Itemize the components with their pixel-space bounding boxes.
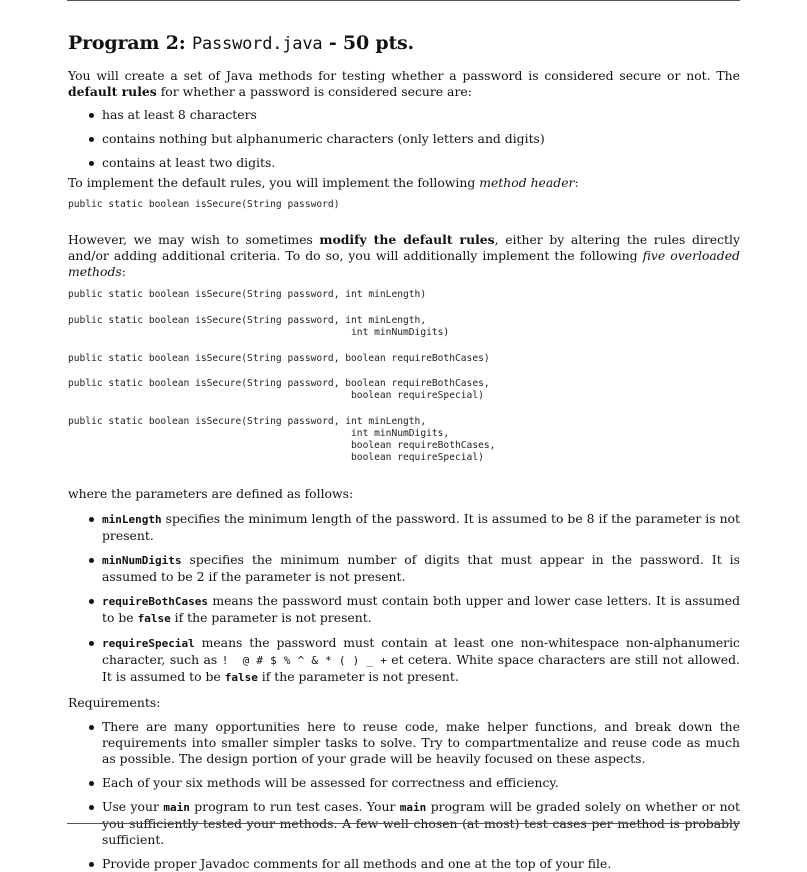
intro-paragraph: You will create a set of Java methods for testing whether a password is considered secure or not. The default rules for whether a password is considered secure are: (68, 68, 740, 99)
list-item: minNumDigits specifies the minimum number of digits that must appear in the password. It is assumed to be 2 if the parameter is not present. (68, 552, 740, 585)
code-overload-3: public static boolean isSecure(String password, boolean requireBothCases) (68, 353, 490, 364)
list-item: contains nothing but alphanumeric characters (only letters and digits) (68, 131, 740, 147)
list-item: Use your main program to run test cases. Your main program will be graded solely on whether or not you sufficiently tested your methods. A few well chosen (at most) test cases per method is probably sufficient. (68, 799, 740, 848)
code-overload-5: public static boolean isSecure(String password, int minLength, int minNumDigits, boolean requireBothCases, boolean requireSpecial) (68, 416, 496, 463)
list-item: Each of your six methods will be assessed for correctness and efficiency. (68, 775, 740, 791)
code-overload-2: public static boolean isSecure(String password, int minLength, int minNumDigits) (68, 315, 450, 338)
code-overload-4: public static boolean isSecure(String password, boolean requireBothCases, boolean requireSpecial) (68, 378, 490, 401)
modify-paragraph: However, we may wish to sometimes modify the default rules, either by altering the rules directly and/or adding additional criteria. To do so, you will additionally implement the following five overloaded methods: (68, 232, 741, 279)
bottom-rule (67, 823, 740, 824)
default-rules-list (68, 107, 740, 171)
list-item: requireSpecial means the password must contain at least one non-whitespace non-alphanumeric character, such as ! @ # $ % ^ & * ( ) _ + et cetera. White space characters are still not allowed. It is assumed to be false if the parameter is not present. (68, 635, 740, 686)
list-item: minLength specifies the minimum length of the password. It is assumed to be 8 if the parameter is not present. (68, 511, 740, 544)
list-item: contains at least two digits. (68, 155, 740, 171)
params-intro: where the parameters are defined as follows: (68, 486, 354, 501)
code-overload-1: public static boolean isSecure(String password, int minLength) (68, 289, 427, 300)
document-body (68, 28, 740, 872)
code-default-signature: public static boolean isSecure(String password) (68, 199, 340, 210)
requirements-label: Requirements: (68, 695, 161, 710)
list-item: Provide proper Javadoc comments for all methods and one at the top of your file. (68, 856, 740, 872)
list-item: requireBothCases means the password must contain both upper and lower case letters. It is assumed to be false if the parameter is not present. (68, 593, 740, 627)
list-item: has at least 8 characters (68, 107, 740, 123)
implement-paragraph: To implement the default rules, you will implement the following method header: (68, 175, 579, 190)
list-item: There are many opportunities here to reuse code, make helper functions, and break down the requirements into smaller simpler tasks to solve. Try to compartmentalize and reuse code as much as possible. The design portion of your grade will be heavily focused on these aspects. (68, 719, 740, 767)
top-rule (67, 0, 740, 1)
requirements-list (68, 719, 740, 872)
page-title: Program 2: Password.java - 50 pts. (68, 32, 414, 54)
params-list (68, 511, 740, 686)
title-filename: Password.java (191, 34, 323, 54)
